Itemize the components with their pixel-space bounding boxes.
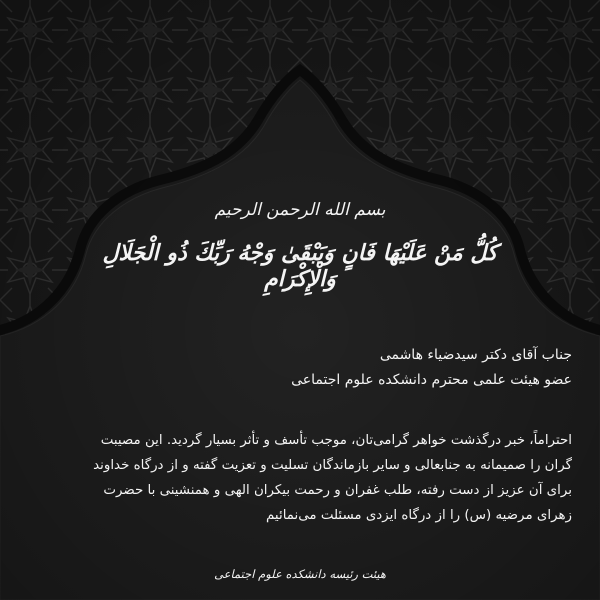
recipient-title: عضو هیئت علمی محترم دانشکده علوم اجتماعی (291, 372, 572, 388)
message-line: گران را صمیمانه به جنابعالی و سایر بازماندگان تسلیت و تعزیت گفته و از درگاه خداوند (93, 458, 572, 473)
message-line: برای آن عزیز از دست رفته، طلب غفران و رحمت بیکران الهی و همنشینی با حضرت (103, 483, 572, 498)
condolence-message (22, 428, 572, 528)
basmala-heading: بسم الله الرحمن الرحيم (214, 200, 386, 220)
recipient-name: جناب آقای دکتر سیدضیاء هاشمی (379, 347, 572, 363)
message-line: زهرای مرضیه (س) را از درگاه ایزدی مسئلت می‌نمائیم (266, 508, 572, 523)
signature: هیئت رئیسه دانشکده علوم اجتماعی (214, 567, 386, 581)
message-line: احتراماً، خبر درگذشت خواهر گرامی‌تان، موجب تأسف و تأثر بسیار گردید. این مصیبت (100, 433, 572, 448)
quran-verse: كُلُّ مَنْ عَلَيْهَا فَانٍ وَيَبْقَىٰ وَجْهُ رَبِّكَ ذُو الْجَلَالِ وَالْإِكْرَامِ (102, 240, 498, 292)
